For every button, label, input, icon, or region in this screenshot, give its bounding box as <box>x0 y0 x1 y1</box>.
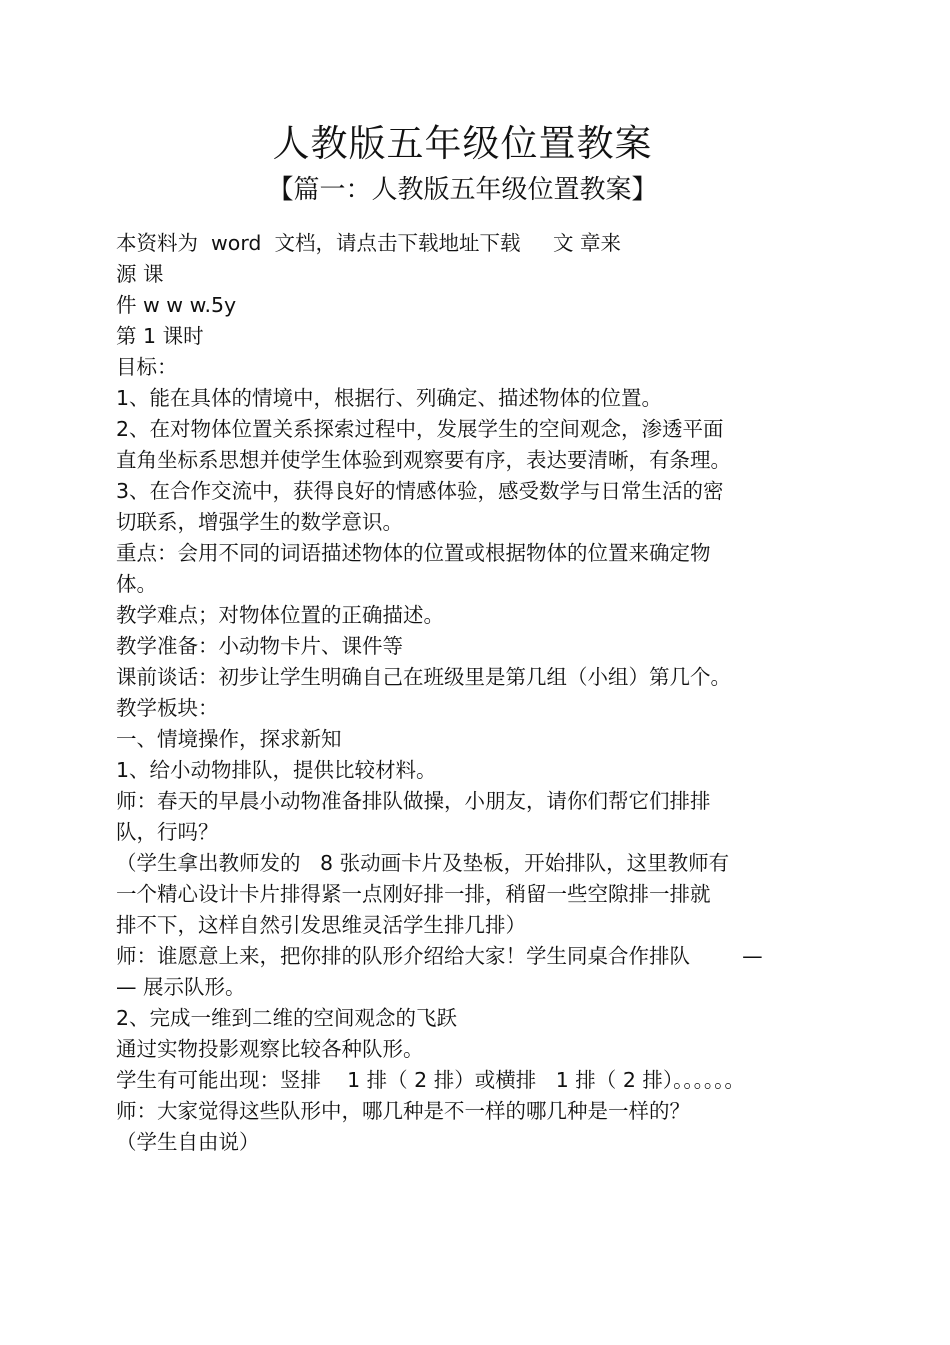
body-line: 教学板块： <box>116 696 219 720</box>
body-line: 一、情境操作，探求新知 <box>116 727 342 751</box>
document-title: 人教版五年级位置教案 <box>272 122 653 165</box>
body-line: 师：谁愿意上来，把你排的队形介绍给大家！学生同桌合作排队 — <box>116 944 763 968</box>
body-line: 体。 <box>116 572 157 596</box>
body-line: 1、能在具体的情境中，根据行、列确定、描述物体的位置。 <box>116 386 663 410</box>
body-line: — 展示队形。 <box>116 975 246 999</box>
body-line: 本资料为 word 文档，请点击下载地址下载 文 章来 <box>116 231 622 255</box>
body-line: 第 1 课时 <box>116 324 204 348</box>
body-line: 师：大家觉得这些队形中，哪几种是不一样的哪几种是一样的？ <box>116 1099 690 1123</box>
body-line: （学生拿出教师发的 8 张动画卡片及垫板，开始排队，这里教师有 <box>116 851 730 875</box>
body-line: 一个精心设计卡片排得紧一点刚好排一排，稍留一些空隙排一排就 <box>116 882 711 906</box>
body-line: 通过实物投影观察比较各种队形。 <box>116 1037 424 1061</box>
body-line: 2、完成一维到二维的空间观念的飞跃 <box>116 1006 458 1030</box>
body-line: 教学难点；对物体位置的正确描述。 <box>116 603 444 627</box>
body-line: 1、给小动物排队，提供比较材料。 <box>116 758 437 782</box>
document-subtitle: 【篇一：人教版五年级位置教案】 <box>267 175 658 205</box>
document-body <box>116 228 836 1158</box>
body-line: 3、在合作交流中，获得良好的情感体验，感受数学与日常生活的密 <box>116 479 724 503</box>
body-line: 目标： <box>116 355 178 379</box>
body-line: （学生自由说） <box>116 1130 260 1154</box>
body-line: 2、在对物体位置关系探索过程中，发展学生的空间观念，渗透平面 <box>116 417 724 441</box>
body-line: 教学准备：小动物卡片、课件等 <box>116 634 403 658</box>
body-line: 直角坐标系思想并使学生体验到观察要有序，表达要清晰，有条理。 <box>116 448 731 472</box>
body-line: 学生有可能出现：竖排 1 排（ 2 排）或横排 1 排（ 2 排）。。。。。。 <box>116 1068 745 1092</box>
body-line: 师：春天的早晨小动物准备排队做操，小朋友，请你们帮它们排排 <box>116 789 711 813</box>
body-line: 重点：会用不同的词语描述物体的位置或根据物体的位置来确定物 <box>116 541 711 565</box>
body-line: 排不下，这样自然引发思维灵活学生排几排） <box>116 913 526 937</box>
body-line: 队，行吗？ <box>116 820 219 844</box>
body-line: 切联系，增强学生的数学意识。 <box>116 510 403 534</box>
body-line: 源 课 <box>116 262 164 286</box>
body-line: 课前谈话：初步让学生明确自己在班级里是第几组（小组）第几个。 <box>116 665 731 689</box>
body-line: 件 w w w.5y <box>116 293 237 317</box>
